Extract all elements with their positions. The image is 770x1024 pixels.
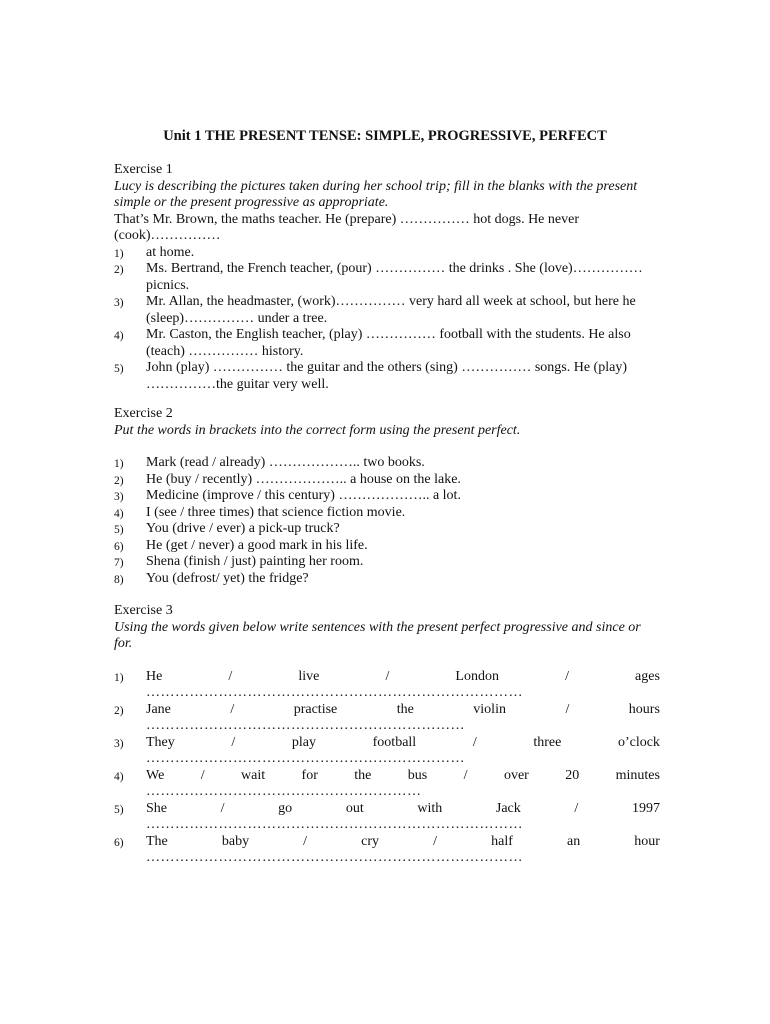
prompt-word: / [230, 701, 235, 717]
prompt-word: London [455, 668, 499, 684]
word-prompt-row [146, 768, 660, 785]
prompt-word: minutes [615, 767, 660, 783]
prompt-word: football [372, 734, 417, 750]
prompt-word: the [354, 767, 372, 783]
list-item [114, 571, 660, 588]
item-number: 3) [114, 297, 124, 309]
item-text: Mr. Allan, the headmaster, (work)…………… very hard all week at school, but here he (sleep)…………… under a tree. [146, 294, 636, 326]
item-text: Mark (read / already) ……………….. two books. [146, 455, 425, 470]
item-text: Medicine (improve / this century) ……………….. a lot. [146, 488, 461, 503]
prompt-word: He [146, 668, 163, 684]
prompt-word: live [298, 668, 320, 684]
word-prompt-row [146, 735, 660, 752]
prompt-word: / [200, 767, 205, 783]
exercise-1-instruction: Lucy is describing the pictures taken during her school trip; fill in the blanks with the present simple or the present progressive as appropriate. [114, 178, 638, 210]
prompt-word: bus [407, 767, 428, 783]
prompt-word: for [301, 767, 318, 783]
word-prompt-row [146, 801, 660, 818]
exercise-3-list [114, 669, 660, 867]
item-number: 5) [114, 803, 124, 816]
prompt-word: / [220, 800, 225, 816]
page-title: Unit 1 THE PRESENT TENSE: SIMPLE, PROGRESSIVE, PERFECT [163, 128, 607, 144]
list-item [114, 538, 660, 555]
prompt-word: practise [293, 701, 338, 717]
prompt-word: / [228, 668, 233, 684]
item-number: 4) [114, 330, 124, 342]
item-text: You (drive / ever) a pick-up truck? [146, 521, 340, 536]
list-item [114, 834, 660, 867]
exercise-2-instruction: Put the words in brackets into the correct form using the present perfect. [114, 422, 521, 438]
list-item [114, 554, 660, 571]
list-item [114, 360, 660, 393]
item-number: 5) [114, 363, 124, 375]
prompt-word: with [417, 800, 443, 816]
item-number: 4) [114, 507, 124, 520]
exercise-1-heading: Exercise 1 [114, 162, 173, 177]
item-number: 7) [114, 557, 124, 569]
list-item [114, 261, 660, 294]
item-number: 2) [114, 474, 124, 487]
prompt-word: / [472, 734, 477, 750]
exercise-3 [114, 603, 660, 867]
answer-line: …………………………………………………………………… [146, 817, 523, 832]
prompt-word: out [345, 800, 364, 816]
prompt-word: three [533, 734, 562, 750]
list-item [114, 768, 660, 801]
prompt-word: hour [634, 833, 660, 849]
answer-line: ………………………………………………………… [146, 718, 465, 733]
exercise-1-intro: That’s Mr. Brown, the maths teacher. He (prepare) …………… hot dogs. He never (cook)…………… [114, 211, 579, 243]
prompt-word: over [503, 767, 529, 783]
list-item [114, 488, 660, 505]
item-number: 6) [114, 540, 124, 553]
prompt-word: / [574, 800, 579, 816]
prompt-word: an [566, 833, 581, 849]
item-number: 4) [114, 770, 124, 783]
prompt-word: / [565, 701, 570, 717]
exercise-2 [114, 406, 660, 587]
prompt-word: The [146, 833, 168, 849]
item-text: John (play) …………… the guitar and the others (sing) …………… songs. He (play) ……………the guitar very well. [146, 360, 627, 392]
prompt-word: go [278, 800, 293, 816]
list-item [114, 505, 660, 522]
prompt-word: / [303, 833, 308, 849]
prompt-word: Jane [146, 701, 171, 717]
exercise-1 [114, 162, 660, 393]
list-item [114, 455, 660, 472]
exercise-3-heading: Exercise 3 [114, 603, 173, 618]
prompt-word: / [385, 668, 390, 684]
prompt-word: play [291, 734, 317, 750]
prompt-word: violin [473, 701, 506, 717]
item-number: 3) [114, 491, 124, 503]
word-prompt-row [146, 834, 660, 851]
item-number: 1) [114, 247, 124, 260]
answer-line: …………………………………………………………………… [146, 850, 523, 865]
prompt-word: o’clock [617, 734, 660, 750]
list-item [114, 669, 660, 702]
prompt-word: 20 [565, 767, 580, 783]
item-text: You (defrost/ yet) the fridge? [146, 570, 309, 586]
prompt-word: hours [628, 701, 660, 717]
item-text: He (get / never) a good mark in his life. [146, 537, 368, 553]
item-text: Ms. Bertrand, the French teacher, (pour) …………… the drinks . She (love)…………… picnics. [146, 261, 643, 293]
item-number: 6) [114, 836, 124, 849]
list-item [114, 801, 660, 834]
item-number: 3) [114, 737, 124, 750]
prompt-word: / [565, 668, 569, 684]
item-number: 8) [114, 573, 124, 586]
item-text: at home. [146, 244, 195, 260]
prompt-word: / [433, 833, 438, 849]
prompt-word: ages [635, 668, 660, 684]
item-number: 1) [114, 671, 124, 684]
list-item [114, 702, 660, 735]
item-text: Mr. Caston, the English teacher, (play) …………… football with the students. He also (teach) …………… history. [146, 327, 631, 359]
item-text: Shena (finish / just) painting her room. [146, 554, 364, 569]
prompt-word: baby [221, 833, 250, 849]
answer-line: ………………………………………………… [146, 784, 422, 799]
item-number: 2) [114, 704, 124, 717]
prompt-word: cry [361, 833, 380, 849]
item-text: He (buy / recently) ……………….. a house on the lake. [146, 471, 461, 487]
prompt-word: Jack [495, 800, 521, 816]
item-number: 1) [114, 458, 124, 470]
list-item [114, 327, 660, 360]
answer-line: …………………………………………………………………… [146, 685, 523, 700]
list-item [114, 294, 660, 327]
prompt-word: the [396, 701, 414, 717]
word-prompt-row [146, 669, 660, 686]
exercise-2-list [114, 455, 660, 587]
prompt-word: / [463, 767, 468, 783]
prompt-word: They [146, 734, 175, 750]
list-item [114, 735, 660, 768]
prompt-word: half [491, 833, 513, 849]
answer-line: ………………………………………………………… [146, 751, 465, 766]
prompt-word: 1997 [631, 800, 660, 816]
list-item [114, 472, 660, 489]
exercise-2-heading: Exercise 2 [114, 406, 173, 421]
prompt-word: We [146, 767, 165, 783]
prompt-word: wait [241, 767, 266, 783]
list-item [114, 245, 660, 262]
exercise-1-list [114, 245, 660, 394]
item-number: 5) [114, 524, 124, 536]
prompt-word: / [231, 734, 236, 750]
item-number: 2) [114, 264, 124, 276]
exercise-3-instruction: Using the words given below write sentences with the present perfect progressive and since or for. [114, 619, 641, 651]
prompt-word: She [146, 800, 167, 816]
item-text: I (see / three times) that science fiction movie. [146, 504, 406, 520]
list-item [114, 521, 660, 538]
word-prompt-row [146, 702, 660, 719]
